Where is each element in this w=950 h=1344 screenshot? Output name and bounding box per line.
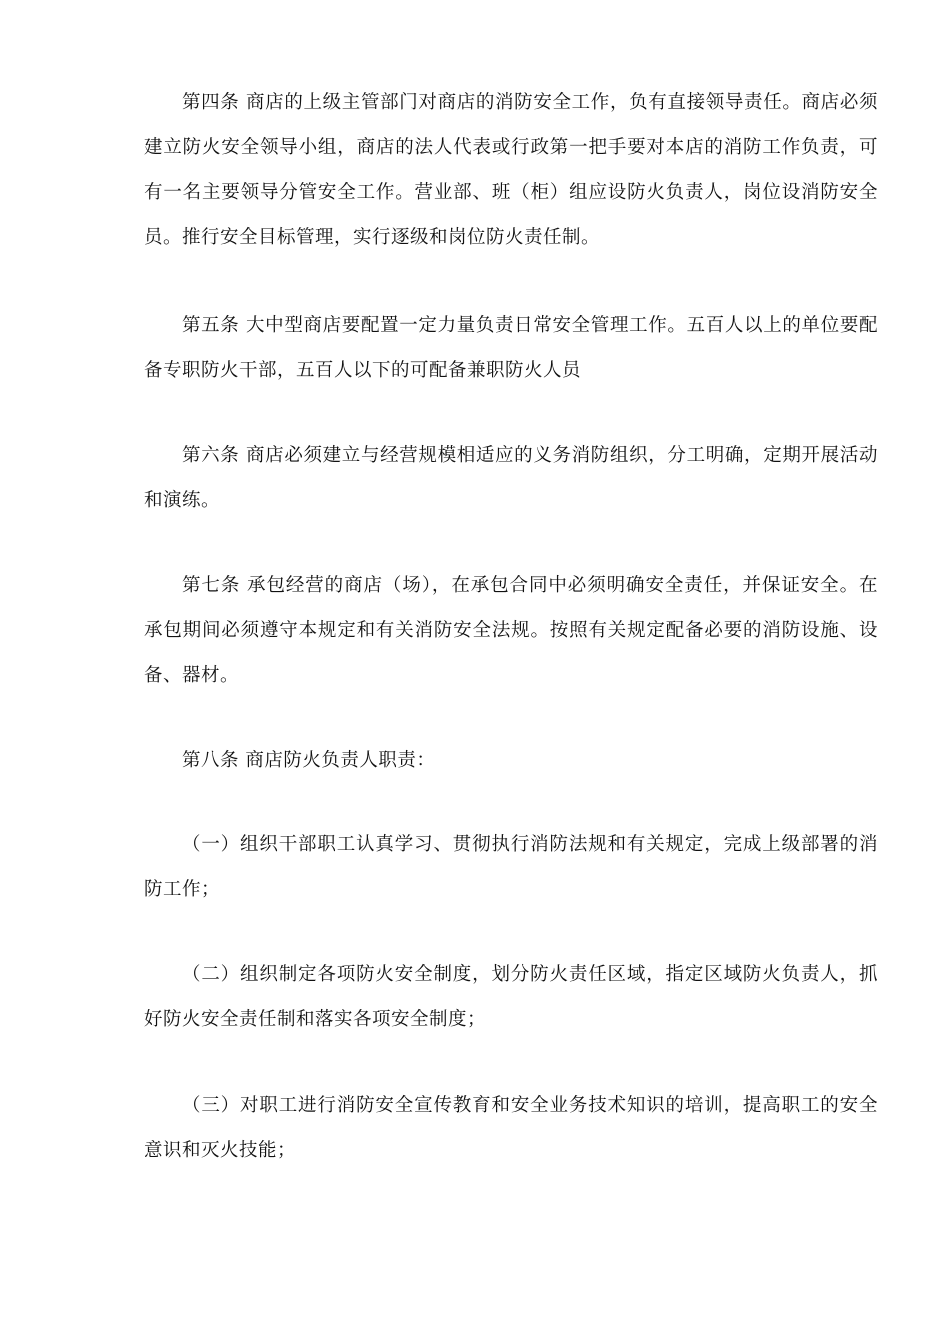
article-6-paragraph: 第六条 商店必须建立与经营规模相适应的义务消防组织，分工明确，定期开展活动和演练。 — [144, 445, 878, 511]
article-8-item-1: （一）组织干部职工认真学习、贯彻执行消防法规和有关规定，完成上级部署的消防工作； — [144, 834, 878, 900]
article-7-paragraph: 第七条 承包经营的商店（场），在承包合同中必须明确安全责任，并保证安全。在承包期间必须遵守本规定和有关消防安全法规。按照有关规定配备必要的消防设施、设备、器材。 — [144, 575, 878, 686]
article-8-heading: 第八条 商店防火负责人职责： — [182, 750, 436, 771]
article-8-item-2: （二）组织制定各项防火安全制度，划分防火责任区域，指定区域防火负责人，抓好防火安全责任制和落实各项安全制度； — [144, 964, 878, 1030]
article-8-item-3: （三）对职工进行消防安全宣传教育和安全业务技术知识的培训，提高职工的安全意识和灭火技能； — [144, 1095, 878, 1161]
article-5-paragraph: 第五条 大中型商店要配置一定力量负责日常安全管理工作。五百人以上的单位要配备专职防火干部，五百人以下的可配备兼职防火人员 — [144, 315, 878, 381]
article-4-paragraph: 第四条 商店的上级主管部门对商店的消防安全工作，负有直接领导责任。商店必须建立防火安全领导小组，商店的法人代表或行政第一把手要对本店的消防工作负责，可有一名主要领导分管安全工作。营业部、班（柜）组应设防火负责人，岗位设消防安全员。推行安全目标管理，实行逐级和岗位防火责任制。 — [144, 92, 878, 248]
